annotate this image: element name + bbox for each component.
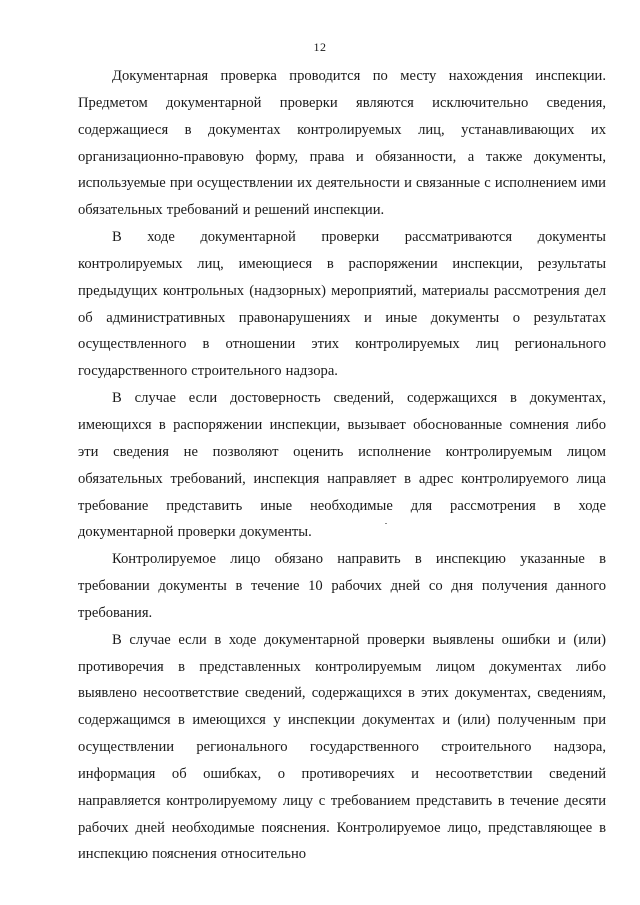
page-number: 12 — [313, 40, 327, 54]
document-body — [78, 63, 606, 868]
paragraph-documentary-inspection-place: Документарная проверка проводится по месту нахождения инспекции. Предметом документарной проверки являются исключительно сведения, содержащиеся в документах контролируемых лиц, устанавливающих их организационно-правовую форму, права и обязанности, а также документы, используемые при осуществлении их деятельности и связанные с исполнением ими обязательных требований и решений инспекции. — [78, 68, 606, 219]
paragraph-documents-reviewed: В ходе документарной проверки рассматриваются документы контролируемых лиц, имеющиеся в распоряжении инспекции, результаты предыдущих контрольных (надзорных) мероприятий, материалы рассмотрения дел об административных правонарушениях и иные документы о результатах осуществленного в отношении этих контролируемых лиц регионального государственного строительного надзора. — [78, 229, 606, 380]
scan-speck — [385, 523, 387, 524]
paragraph-errors-and-contradictions: В случае если в ходе документарной проверки выявлены ошибки и (или) противоречия в представленных контролируемым лицом документах либо выявлено несоответствие сведений, содержащихся в этих документах, сведениям, содержащимся в имеющихся у инспекции документах и (или) полученным при осуществлении регионального государственного строительного надзора, информация об ошибках, о противоречиях и несоответствии сведений направляется контролируемому лицу с требованием представить в течение десяти рабочих дней необходимые пояснения. Контролируемое лицо, представляющее в инспекцию пояснения относительно — [78, 631, 606, 863]
paragraph-submission-deadline: Контролируемое лицо обязано направить в инспекцию указанные в требовании документы в течение 10 рабочих дней со дня получения данного требования. — [78, 551, 606, 621]
paragraph-doubts-about-reliability: В случае если достоверность сведений, содержащихся в документах, имеющихся в распоряжении инспекции, вызывает обоснованные сомнения либо эти сведения не позволяют оценить исполнение контролируемым лицом обязательных требований, инспекция направляет в адрес контролируемого лица требование представить иные необходимые для рассмотрения в ходе документарной проверки документы. — [78, 390, 606, 541]
